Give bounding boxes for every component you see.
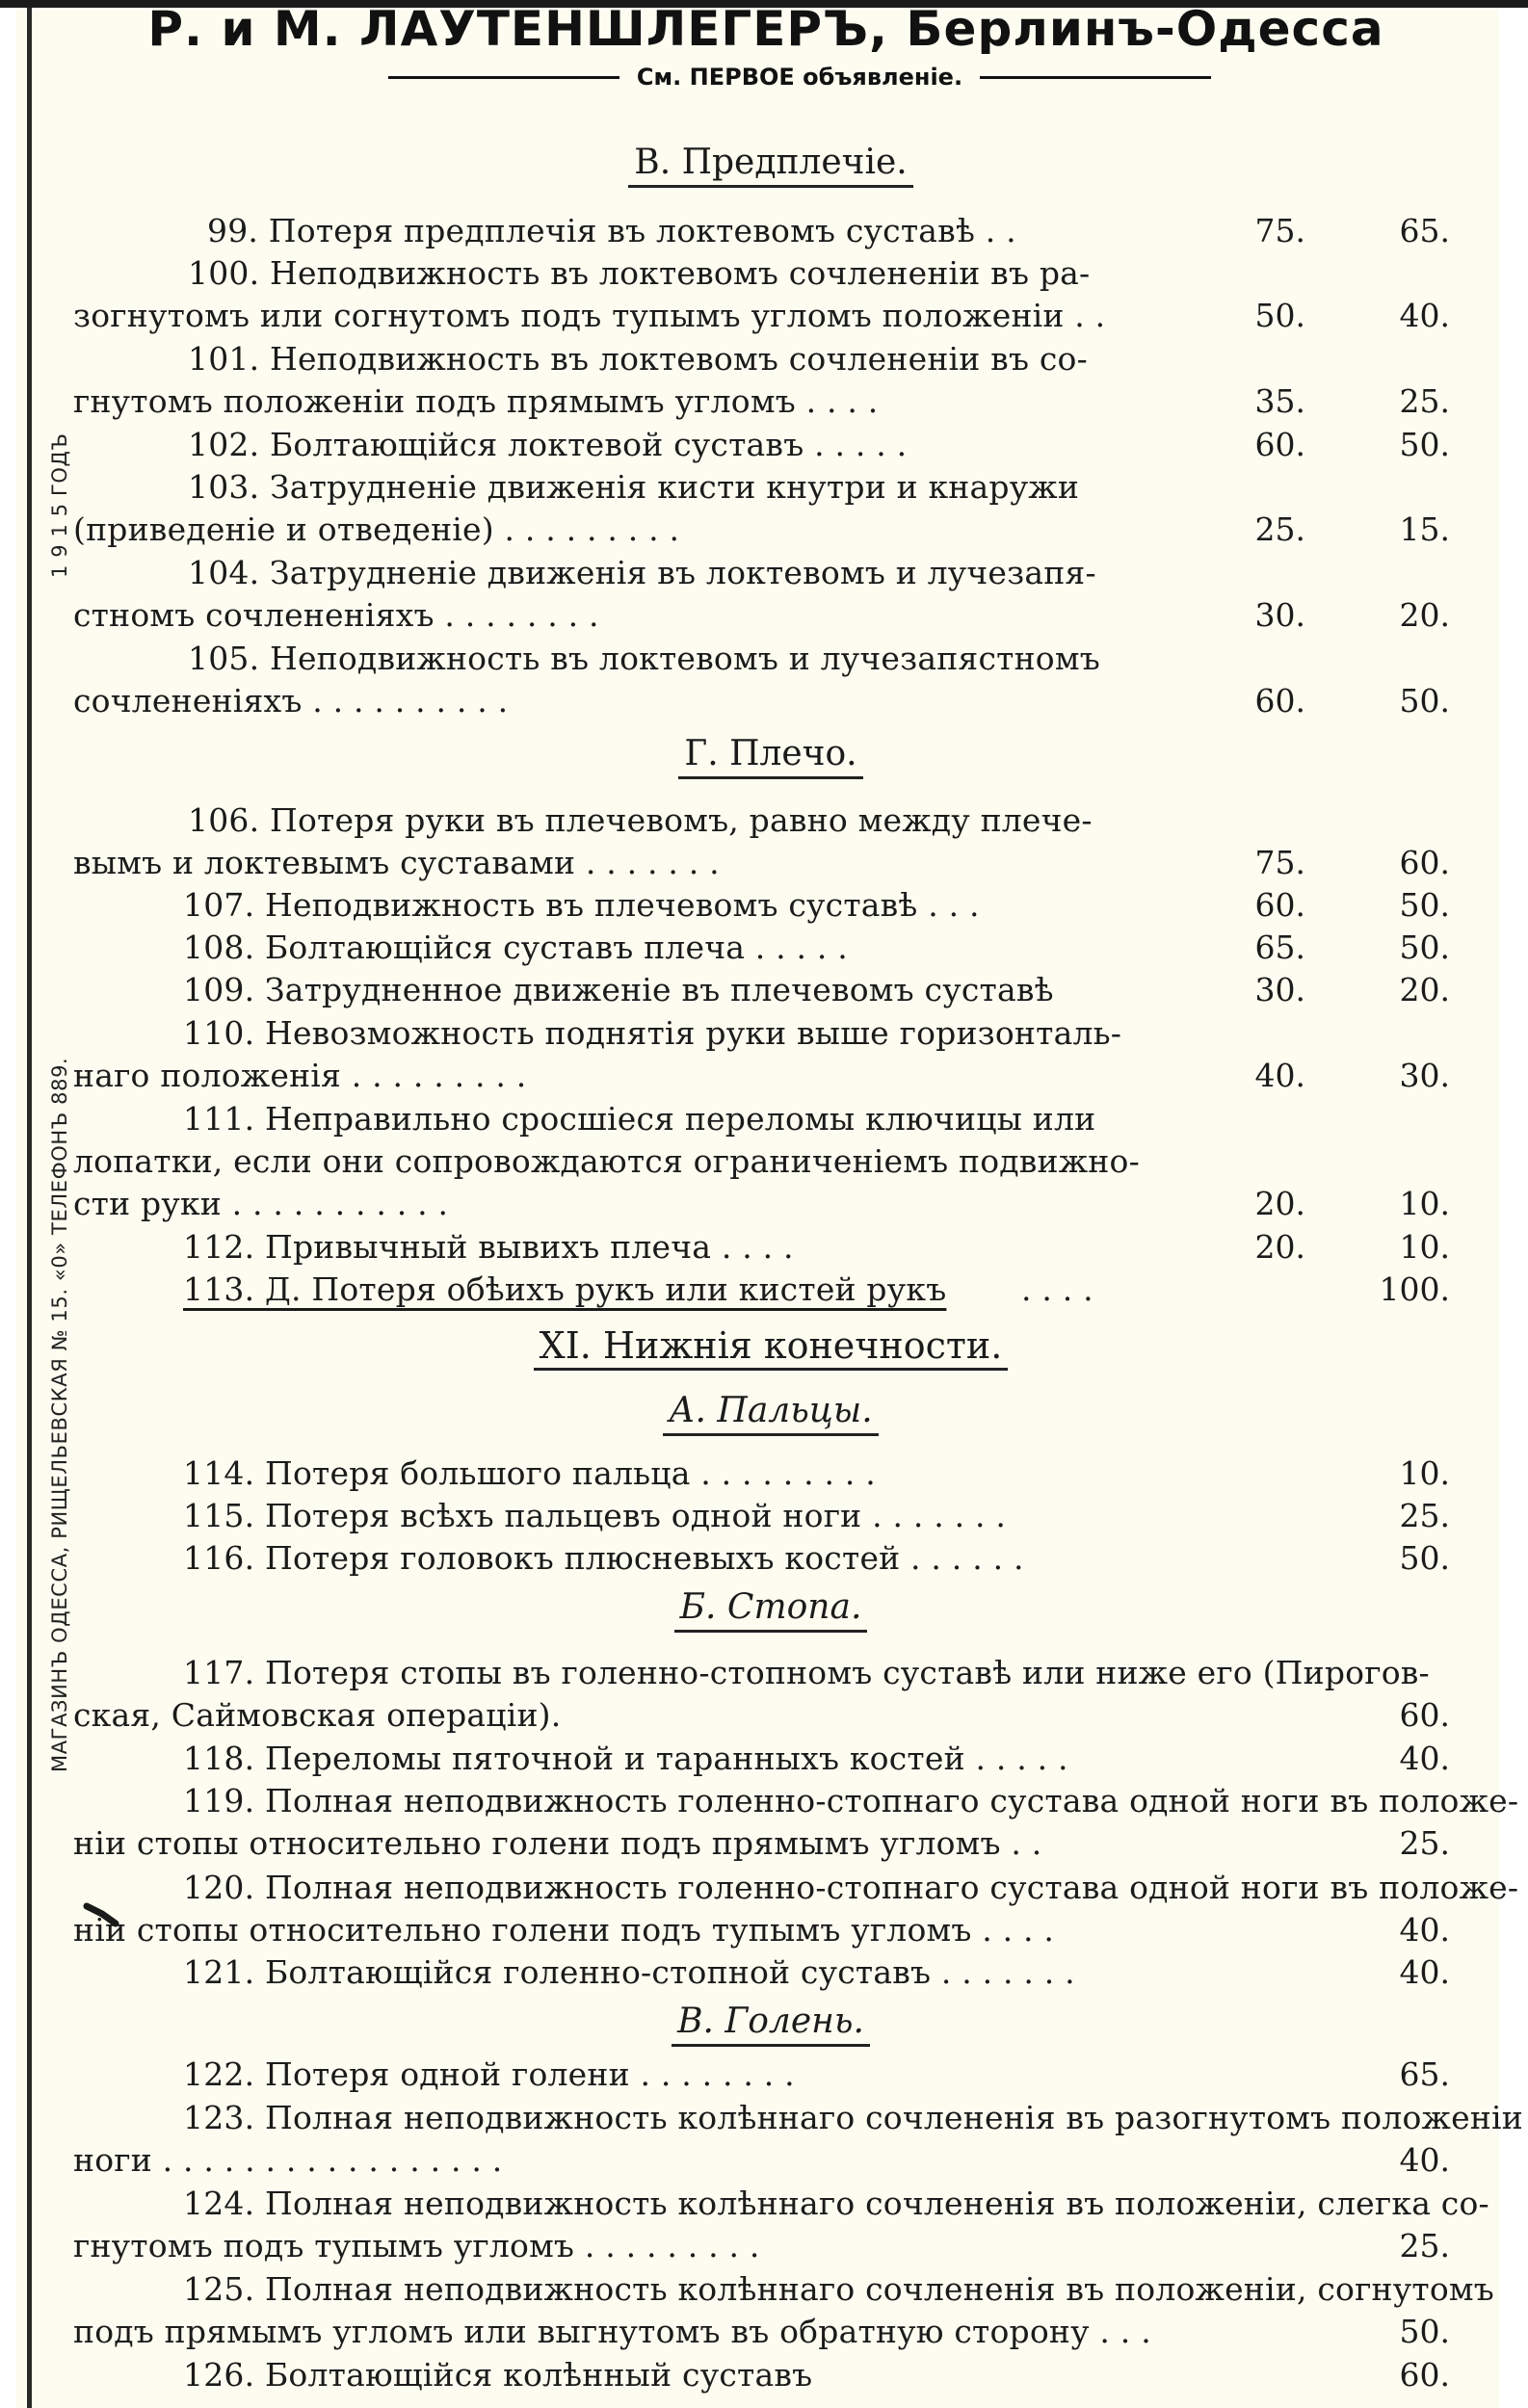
- value-112-a: 20.: [1254, 1228, 1305, 1266]
- item-108: 108. Болтающійся суставъ плеча . . . . .: [183, 929, 848, 966]
- value-110-b: 30.: [1399, 1057, 1450, 1094]
- item-123-line1: 123. Полная неподвижность колѣннаго сочлененія въ разогнутомъ положеніи: [183, 2099, 1523, 2136]
- item-120-line2: ніи стопы относительно голени подъ тупымъ угломъ . . . .: [73, 1911, 1055, 1949]
- item-116: 116. Потеря головокъ плюсневыхъ костей . . . . . .: [183, 1539, 1024, 1577]
- value-110-a: 40.: [1254, 1057, 1305, 1094]
- item-121: 121. Болтающійся голенно-стопной суставъ . . . . . . .: [183, 1953, 1075, 1991]
- section-heading-shoulder: Г. Плечо.: [58, 732, 1484, 782]
- value-107-a: 60.: [1254, 886, 1305, 924]
- item-101-line2: гнутомъ положеніи подъ прямымъ угломъ . . . .: [73, 382, 879, 420]
- item-99: 99. Потеря предплечія въ локтевомъ суставѣ . .: [207, 212, 1016, 249]
- value-118: 40.: [1399, 1740, 1450, 1777]
- section-heading-shin: В. Голень.: [58, 2000, 1484, 2050]
- item-122: 122. Потеря одной голени . . . . . . . .: [183, 2055, 795, 2093]
- section-heading-toes: А. Пальцы.: [58, 1389, 1484, 1439]
- value-124: 25.: [1399, 2227, 1450, 2264]
- value-112-b: 10.: [1399, 1228, 1450, 1266]
- item-113: 113. Д. Потеря обѣихъ рукъ или кистей рукъ: [183, 1270, 947, 1308]
- value-116: 50.: [1399, 1539, 1450, 1577]
- value-111-a: 20.: [1254, 1185, 1305, 1222]
- value-125: 50.: [1399, 2313, 1450, 2350]
- value-115: 25.: [1399, 1497, 1450, 1534]
- item-125-line2: подъ прямымъ угломъ или выгнутомъ въ обратную сторону . . .: [73, 2313, 1151, 2350]
- advertisement-note: [371, 58, 1228, 96]
- item-111-line2: лопатки, если они сопровождаются ограниченіемъ подвижно-: [73, 1142, 1140, 1180]
- item-125-line1: 125. Полная неподвижность колѣннаго сочлененія въ положеніи, согнутомъ: [183, 2270, 1494, 2308]
- value-99-a: 75.: [1254, 212, 1305, 249]
- value-108-b: 50.: [1399, 929, 1450, 966]
- item-110-line1: 110. Невозможность поднятія руки выше горизонталь-: [183, 1014, 1122, 1052]
- margin-year-text: 1 9 1 5 ГОДЪ: [48, 432, 71, 578]
- item-115: 115. Потеря всѣхъ пальцевъ одной ноги . . . . . . .: [183, 1497, 1007, 1534]
- item-106-line2: вымъ и локтевымъ суставами . . . . . . .: [73, 844, 720, 881]
- item-118: 118. Переломы пяточной и таранныхъ костей . . . . .: [183, 1740, 1068, 1777]
- value-105-a: 60.: [1254, 682, 1305, 720]
- value-104-a: 30.: [1254, 596, 1305, 634]
- value-104-b: 20.: [1399, 596, 1450, 634]
- item-120-line1: 120. Полная неподвижность голенно-стопнаго сустава одной ноги въ положе-: [183, 1869, 1519, 1906]
- section-heading-lower-limbs: XI. Нижнія конечности.: [58, 1323, 1484, 1374]
- item-105-line1: 105. Неподвижность въ локтевомъ и лучезапястномъ: [188, 640, 1100, 677]
- margin-vertical-text: МАГАЗИНЪ ОДЕССА, РИЩЕЛЬЕВСКАЯ № 15. «0» ТЕЛЕФОНЪ 889.: [48, 1057, 71, 1772]
- item-123-line2: ноги . . . . . . . . . . . . . . . . .: [73, 2141, 503, 2179]
- item-114: 114. Потеря большого пальца . . . . . . . . .: [183, 1454, 876, 1492]
- value-114: 10.: [1399, 1454, 1450, 1492]
- value-126: 60.: [1399, 2356, 1450, 2394]
- item-107: 107. Неподвижность въ плечевомъ суставѣ . . .: [183, 886, 980, 924]
- item-126: 126. Болтающійся колѣнный суставъ: [183, 2356, 813, 2394]
- left-margin-rule: [27, 0, 32, 2408]
- item-117-line2: ская, Саймовская операціи).: [73, 1696, 562, 1734]
- value-111-b: 10.: [1399, 1185, 1450, 1222]
- value-108-a: 65.: [1254, 929, 1305, 966]
- item-112: 112. Привычный вывихъ плеча . . . .: [183, 1228, 794, 1266]
- advertisement-banner: Р. и М. ЛАУТЕНШЛЕГЕРЪ, Берлинъ-Одесса: [147, 4, 1384, 54]
- value-120: 40.: [1399, 1911, 1450, 1949]
- value-106-b: 60.: [1399, 844, 1450, 881]
- item-109: 109. Затрудненное движеніе въ плечевомъ суставѣ: [183, 971, 1054, 1008]
- ink-mark: [83, 1902, 121, 1927]
- item-104-line2: стномъ сочлененіяхъ . . . . . . . .: [73, 596, 599, 634]
- item-124-line1: 124. Полная неподвижность колѣннаго сочлененія въ положеніи, слегка со-: [183, 2185, 1489, 2222]
- value-102-b: 50.: [1399, 426, 1450, 463]
- item-111-line3: сти руки . . . . . . . . . . .: [73, 1185, 449, 1222]
- value-121: 40.: [1399, 1953, 1450, 1991]
- item-106-line1: 106. Потеря руки въ плечевомъ, равно между плече-: [188, 801, 1093, 839]
- item-104-line1: 104. Затрудненіе движенія въ локтевомъ и лучезапя-: [188, 554, 1096, 591]
- item-105-line2: сочлененіяхъ . . . . . . . . . .: [73, 682, 509, 720]
- value-102-a: 60.: [1254, 426, 1305, 463]
- value-122: 65.: [1399, 2055, 1450, 2093]
- value-105-b: 50.: [1399, 682, 1450, 720]
- item-100-line1: 100. Неподвижность въ локтевомъ сочлененіи въ ра-: [188, 254, 1091, 292]
- item-100-line2: зогнутомъ или согнутомъ подъ тупымъ угломъ положеніи . .: [73, 297, 1106, 334]
- item-101-line1: 101. Неподвижность въ локтевомъ сочлененіи въ со-: [188, 340, 1088, 378]
- item-119-line1: 119. Полная неподвижность голенно-стопнаго сустава одной ноги въ положе-: [183, 1782, 1519, 1819]
- item-102: 102. Болтающійся локтевой суставъ . . . . .: [188, 426, 908, 463]
- right-border: [1499, 0, 1528, 2408]
- value-101-b: 25.: [1399, 382, 1450, 420]
- note-rule-left: [388, 76, 619, 79]
- value-109-a: 30.: [1254, 971, 1305, 1008]
- item-103-line1: 103. Затрудненіе движенія кисти кнутри и кнаружи: [188, 468, 1080, 506]
- item-103-line2: (приведеніе и отведеніе) . . . . . . . . .: [73, 510, 680, 548]
- advertisement-note-text: См. ПЕРВОЕ объявленіе.: [636, 64, 963, 91]
- value-103-b: 15.: [1399, 510, 1450, 548]
- item-119-line2: ніи стопы относительно голени подъ прямымъ угломъ . .: [73, 1824, 1042, 1862]
- value-100-a: 50.: [1254, 297, 1305, 334]
- item-124-line2: гнутомъ подъ тупымъ угломъ . . . . . . . . .: [73, 2227, 760, 2264]
- value-117: 60.: [1399, 1696, 1450, 1734]
- value-106-a: 75.: [1254, 844, 1305, 881]
- value-99-b: 65.: [1399, 212, 1450, 249]
- value-113: 100.: [1379, 1270, 1450, 1308]
- value-123: 40.: [1399, 2141, 1450, 2179]
- value-107-b: 50.: [1399, 886, 1450, 924]
- value-109-b: 20.: [1399, 971, 1450, 1008]
- value-119: 25.: [1399, 1824, 1450, 1862]
- section-heading-forearm: В. Предплечіе.: [58, 141, 1484, 191]
- item-113-dots: . . . .: [1021, 1270, 1093, 1308]
- item-117-line1: 117. Потеря стопы въ голенно-стопномъ суставѣ или ниже его (Пирогов-: [183, 1654, 1430, 1691]
- note-rule-right: [980, 76, 1211, 79]
- value-101-a: 35.: [1254, 382, 1305, 420]
- value-103-a: 25.: [1254, 510, 1305, 548]
- value-100-b: 40.: [1399, 297, 1450, 334]
- section-heading-foot: Б. Стопа.: [58, 1585, 1484, 1636]
- item-111-line1: 111. Неправильно сросшіеся переломы ключицы или: [183, 1100, 1096, 1138]
- item-110-line2: наго положенія . . . . . . . . .: [73, 1057, 527, 1094]
